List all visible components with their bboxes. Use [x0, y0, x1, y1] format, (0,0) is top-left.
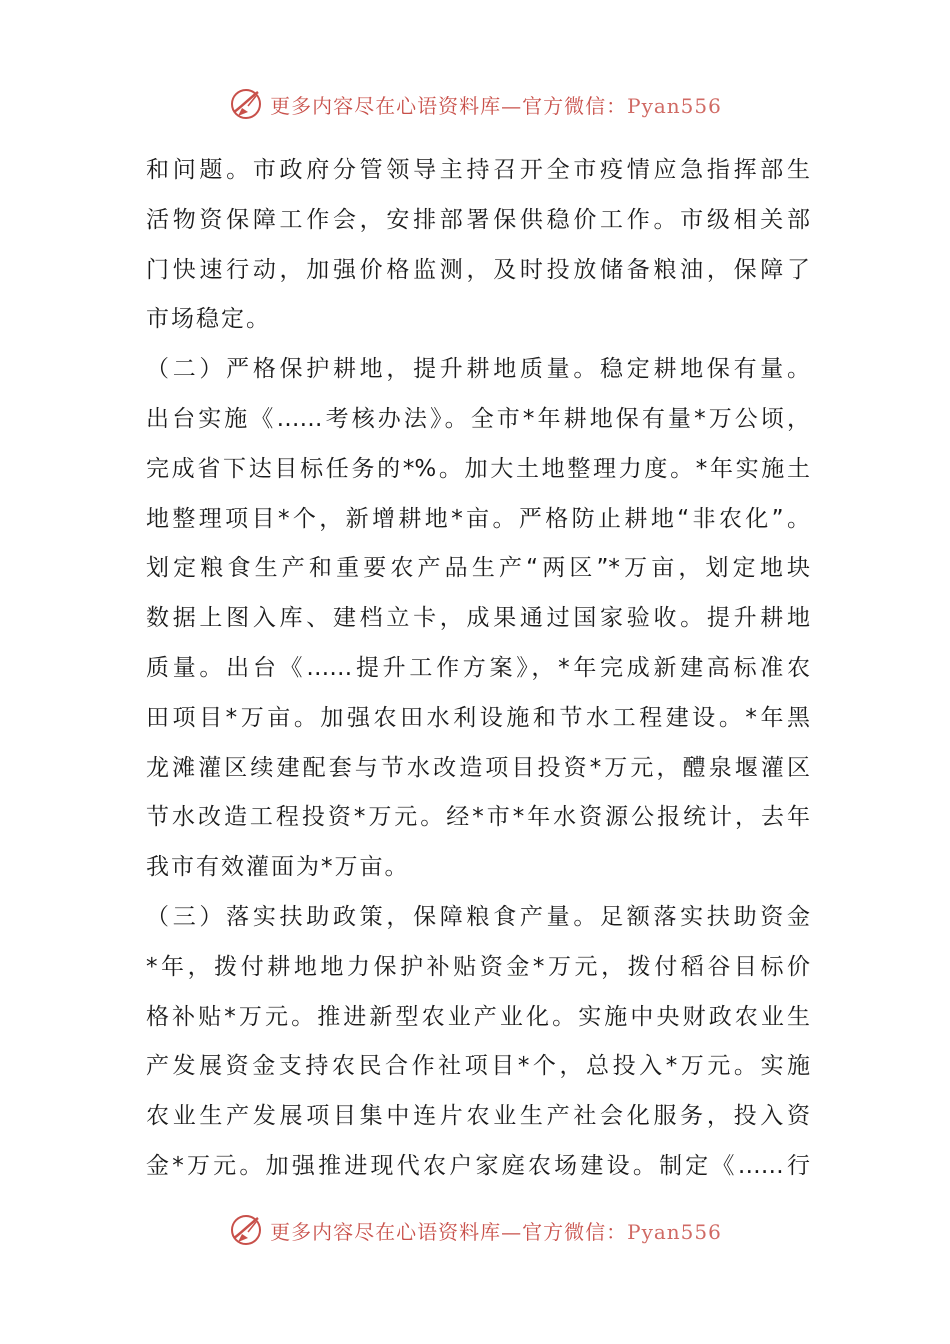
body-line: 市场稳定。 — [146, 306, 271, 333]
body-line: 质量。出台《……提升工作方案》，*年完成新建高标准农 — [146, 654, 810, 681]
body-line: 农业生产发展项目集中连片农业生产社会化服务，投入资 — [146, 1103, 810, 1130]
body-line: 出台实施《……考核办法》。全市*年耕地保有量*万公顷， — [146, 405, 810, 432]
body-line: 产发展资金支持农民合作社项目*个，总投入*万元。实施 — [146, 1053, 810, 1080]
section-heading-line: （二）严格保护耕地，提升耕地质量。稳定耕地保有量。 — [146, 356, 810, 383]
body-line: 地整理项目*个，新增耕地*亩。严格防止耕地“非农化”。 — [146, 505, 810, 532]
body-line: 格补贴*万元。推进新型农业产业化。实施中央财政农业生 — [146, 1003, 810, 1030]
section-heading-line: （三）落实扶助政策，保障粮食产量。足额落实扶助资金 — [146, 903, 810, 930]
body-line: 门快速行动，加强价格监测，及时投放储备粮油，保障了 — [146, 256, 810, 283]
body-line: 田项目*万亩。加强农田水利设施和节水工程建设。*年黑 — [146, 704, 810, 731]
header-watermark-text: 更多内容尽在心语资料库—官方微信：Pyan556 — [270, 93, 722, 118]
body-line: *年，拨付耕地地力保护补贴资金*万元，拨付稻谷目标价 — [146, 953, 810, 980]
body-line: 我市有效灌面为*万亩。 — [146, 854, 410, 881]
pen-logo-icon — [228, 1212, 264, 1248]
body-line: 节水改造工程投资*万元。经*市*年水资源公报统计，去年 — [146, 804, 810, 831]
header-wechat-id: Pyan556 — [627, 93, 722, 118]
document-body — [146, 146, 810, 1192]
body-line: 龙滩灌区续建配套与节水改造项目投资*万元，醴泉堰灌区 — [146, 754, 810, 781]
header-watermark — [0, 84, 950, 124]
body-line: 数据上图入库、建档立卡，成果通过国家验收。提升耕地 — [146, 605, 810, 632]
body-line: 和问题。市政府分管领导主持召开全市疫情应急指挥部生 — [146, 157, 810, 183]
body-line: 金*万元。加强推进现代农户家庭农场建设。制定《……行 — [146, 1152, 810, 1179]
footer-watermark — [0, 1210, 950, 1250]
footer-wechat-id: Pyan556 — [627, 1219, 722, 1244]
footer-watermark-text: 更多内容尽在心语资料库—官方微信：Pyan556 — [270, 1219, 722, 1244]
body-line: 活物资保障工作会，安排部署保供稳价工作。市级相关部 — [146, 206, 810, 233]
body-line: 划定粮食生产和重要农产品生产“两区”*万亩，划定地块 — [146, 555, 810, 582]
pen-logo-icon — [228, 86, 264, 122]
body-line: 完成省下达目标任务的*%。加大土地整理力度。*年实施土 — [146, 455, 810, 482]
